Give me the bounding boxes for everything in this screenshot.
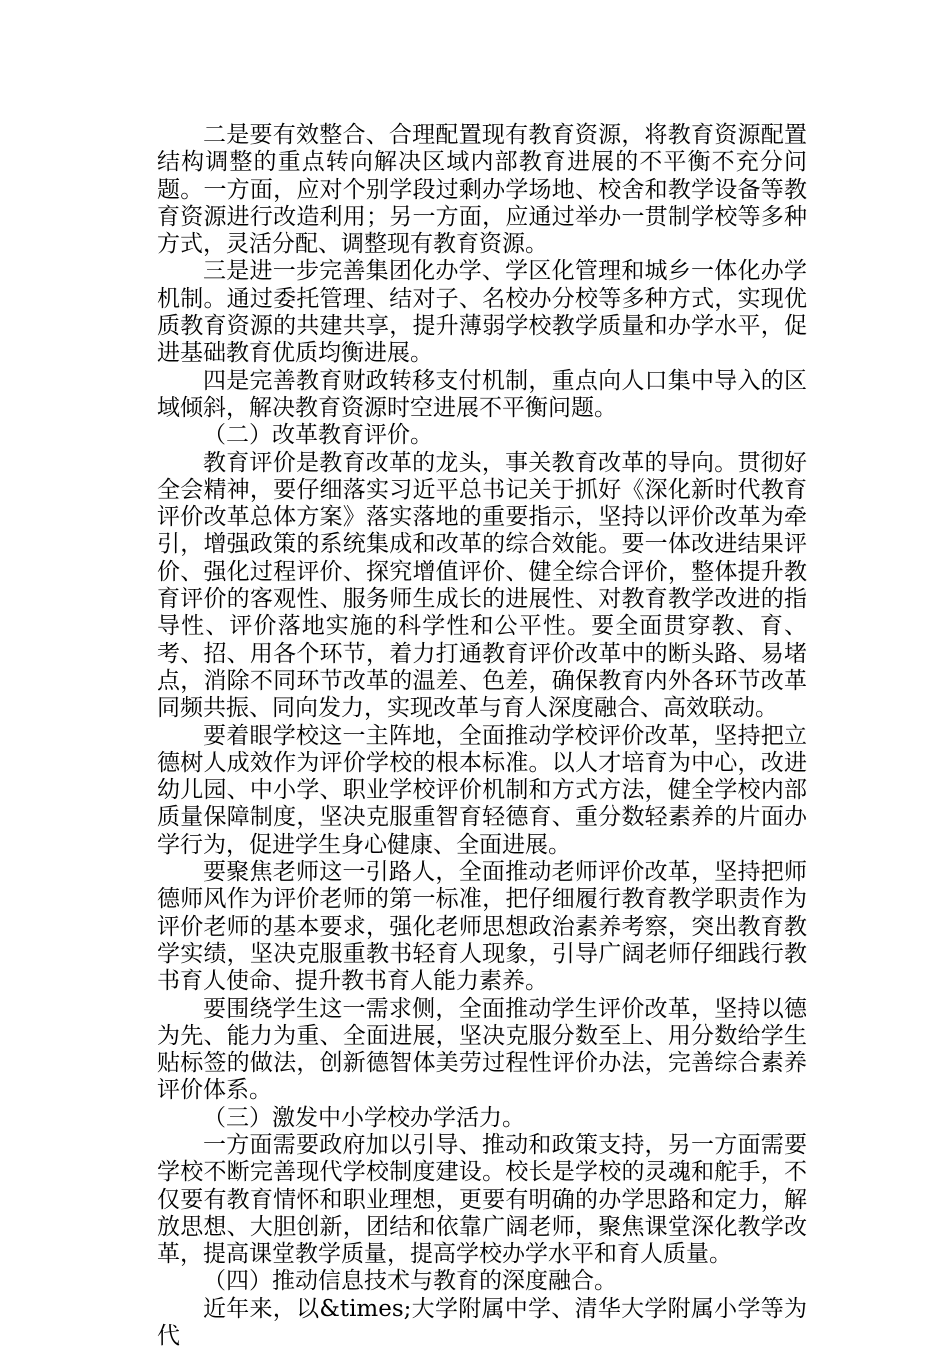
section-heading-school-vitality: （三）激发中小学校办学活力。: [203, 1104, 525, 1131]
paragraph-student-evaluation: 要围绕学生这一需求侧，全面推动学生评价改革，坚持以德为先、能力为重、全面进展，坚决克服分数至上、用分数给学生贴标签的做法，创新德智体美劳过程性评价办法，完善综合素养评价体系。: [157, 995, 807, 1104]
section-heading-evaluation-reform: （二）改革教育评价。: [203, 422, 433, 449]
section-heading-it-integration: （四）推动信息技术与教育的深度融合。: [203, 1268, 617, 1295]
paragraph-evaluation-overview: 教育评价是教育改革的龙头，事关教育改革的导向。贯彻好全会精神，要仔细落实习近平总书记关于抓好《深化新时代教育评价改革总体方案》落实落地的重要指示，坚持以评价改革为牵引，增强政策的系统集成和改革的综合效能。要一体改进结果评价、强化过程评价、探究增值评价、健全综合评价，整体提升教育评价的客观性、服务师生成长的进展性、对教育教学改进的指导性、评价落地实施的科学性和公平性。要全面贯穿教、育、考、招、用各个环节，着力打通教育评价改革中的断头路、易堵点，消除不同环节改革的温差、色差，确保教育内外各环节改革同频共振、同向发力，实现改革与育人深度融合、高效联动。: [157, 449, 807, 722]
paragraph-fiscal-transfer: 四是完善教育财政转移支付机制，重点向人口集中导入的区域倾斜，解决教育资源时空进展不平衡问题。: [157, 367, 807, 421]
paragraph-resource-integration: 二是要有效整合、合理配置现有教育资源，将教育资源配置结构调整的重点转向解决区域内部教育进展的不平衡不充分问题。一方面，应对个别学段过剩办学场地、校舍和教学设备等教育资源进行改造利用；另一方面，应通过举办一贯制学校等多种方式，灵活分配、调整现有教育资源。: [157, 122, 807, 258]
paragraph-it-integration: 近年来，以&times;大学附属中学、清华大学附属小学等为代: [157, 1295, 807, 1350]
paragraph-school-evaluation: 要着眼学校这一主阵地，全面推动学校评价改革，坚持把立德树人成效作为评价学校的根本标准。以人才培育为中心，改进幼儿园、中小学、职业学校评价机制和方式方法，健全学校内部质量保障制度，坚决克服重智育轻德育、重分数轻素养的片面办学行为，促进学生身心健康、全面进展。: [157, 722, 807, 858]
paragraph-group-schooling: 三是进一步完善集团化办学、学区化管理和城乡一体化办学机制。通过委托管理、结对子、名校办分校等多种方式，实现优质教育资源的共建共享，提升薄弱学校教学质量和办学水平，促进基础教育优质均衡进展。: [157, 258, 807, 367]
document-body: [157, 122, 807, 1350]
paragraph-school-vitality: 一方面需要政府加以引导、推动和政策支持，另一方面需要学校不断完善现代学校制度建设。校长是学校的灵魂和舵手，不仅要有教育情怀和职业理想，更要有明确的办学思路和定力，解放思想、大胆创新，团结和依靠广阔老师，聚焦课堂深化教学改革，提高课堂教学质量，提高学校办学水平和育人质量。: [157, 1131, 807, 1268]
paragraph-teacher-evaluation: 要聚焦老师这一引路人，全面推动老师评价改革，坚持把师德师风作为评价老师的第一标准，把仔细履行教育教学职责作为评价老师的基本要求，强化老师思想政治素养考察，突出教育教学实绩，坚决克服重教书轻育人现象，引导广阔老师仔细践行教书育人使命、提升教书育人能力素养。: [157, 859, 807, 995]
